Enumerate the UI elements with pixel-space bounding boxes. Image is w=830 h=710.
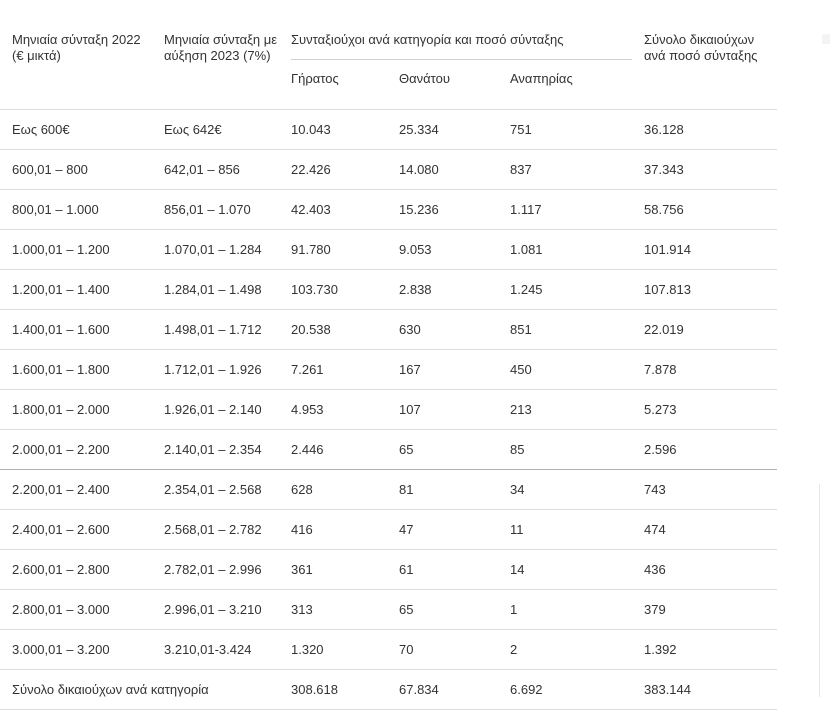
table-cell: 70 — [387, 630, 498, 670]
table-cell: 450 — [498, 350, 632, 390]
table-cell: 856,01 – 1.070 — [152, 190, 279, 230]
table-row — [0, 510, 777, 550]
table-cell: Εως 642€ — [152, 110, 279, 150]
table-cell: 2.446 — [279, 430, 387, 470]
header-pension-2023: Μηνιαία σύνταξη με αύξηση 2023 (7%) — [164, 32, 278, 63]
table-cell: 107 — [387, 390, 498, 430]
table-cell: 42.403 — [279, 190, 387, 230]
table-cell: 2.200,01 – 2.400 — [0, 470, 152, 510]
table-cell: 2.140,01 – 2.354 — [152, 430, 279, 470]
table-cell: 25.334 — [387, 110, 498, 150]
table-cell: 101.914 — [632, 230, 777, 270]
table-cell: 2.600,01 – 2.800 — [0, 550, 152, 590]
side-divider — [819, 484, 820, 697]
table-cell: 22.019 — [632, 310, 777, 350]
table-cell: 361 — [279, 550, 387, 590]
table-cell: 2.400,01 – 2.600 — [0, 510, 152, 550]
table-cell: 851 — [498, 310, 632, 350]
table-cell: 600,01 – 800 — [0, 150, 152, 190]
table-cell: 91.780 — [279, 230, 387, 270]
table-cell: 14.080 — [387, 150, 498, 190]
table-header — [0, 0, 777, 110]
table-cell: 58.756 — [632, 190, 777, 230]
table-cell: 2.800,01 – 3.000 — [0, 590, 152, 630]
table-body — [0, 110, 777, 710]
table-cell: 10.043 — [279, 110, 387, 150]
table-cell: 107.813 — [632, 270, 777, 310]
table-cell: 436 — [632, 550, 777, 590]
table-row — [0, 390, 777, 430]
table-cell: 14 — [498, 550, 632, 590]
total-cell: 308.618 — [279, 670, 387, 710]
header-death: Θανάτου — [399, 71, 450, 86]
table-cell: 20.538 — [279, 310, 387, 350]
header-group-pensioners — [279, 0, 632, 60]
table-cell: 1.392 — [632, 630, 777, 670]
table-cell: 2 — [498, 630, 632, 670]
total-cell: 6.692 — [498, 670, 632, 710]
table-cell: 65 — [387, 430, 498, 470]
table-row — [0, 430, 777, 470]
table-cell: 1.600,01 – 1.800 — [0, 350, 152, 390]
table-cell: 1.320 — [279, 630, 387, 670]
table-cell: 1 — [498, 590, 632, 630]
table-row — [0, 190, 777, 230]
table-cell: 379 — [632, 590, 777, 630]
header-disability: Αναπηρίας — [510, 71, 573, 86]
table-cell: 1.712,01 – 1.926 — [152, 350, 279, 390]
group-header-label: Συνταξιούχοι ανά κατηγορία και ποσό σύνταξης — [291, 32, 632, 60]
table-cell: 1.400,01 – 1.600 — [0, 310, 152, 350]
table-cell: 7.261 — [279, 350, 387, 390]
table-cell: 642,01 – 856 — [152, 150, 279, 190]
table-cell: 1.800,01 – 2.000 — [0, 390, 152, 430]
table-cell: 416 — [279, 510, 387, 550]
table-cell: 9.053 — [387, 230, 498, 270]
table-cell: 37.343 — [632, 150, 777, 190]
table-cell: 103.730 — [279, 270, 387, 310]
table-cell: 313 — [279, 590, 387, 630]
table-cell: 1.200,01 – 1.400 — [0, 270, 152, 310]
table-cell: 743 — [632, 470, 777, 510]
corner-decoration — [822, 34, 830, 44]
table-cell: 2.782,01 – 2.996 — [152, 550, 279, 590]
table-cell: 3.210,01-3.424 — [152, 630, 279, 670]
table-cell: 85 — [498, 430, 632, 470]
table-row — [0, 350, 777, 390]
table-row — [0, 310, 777, 350]
table-row — [0, 150, 777, 190]
table-cell: 213 — [498, 390, 632, 430]
table-cell: 22.426 — [279, 150, 387, 190]
table-cell: 2.596 — [632, 430, 777, 470]
table-cell: 837 — [498, 150, 632, 190]
header-total-beneficiaries: Σύνολο δικαιούχων ανά ποσό σύνταξης — [644, 32, 758, 63]
total-cell: 383.144 — [632, 670, 777, 710]
table-cell: 1.070,01 – 1.284 — [152, 230, 279, 270]
table-cell: 15.236 — [387, 190, 498, 230]
table-cell: 1.284,01 – 1.498 — [152, 270, 279, 310]
header-pension-2022: Μηνιαία σύνταξη 2022 (€ μικτά) — [12, 32, 141, 63]
table-cell: 5.273 — [632, 390, 777, 430]
table-cell: 4.953 — [279, 390, 387, 430]
table-cell: 751 — [498, 110, 632, 150]
table-cell: 61 — [387, 550, 498, 590]
table-cell: 628 — [279, 470, 387, 510]
table-cell: 11 — [498, 510, 632, 550]
table-cell: 1.498,01 – 1.712 — [152, 310, 279, 350]
table-cell: 36.128 — [632, 110, 777, 150]
table-cell: 34 — [498, 470, 632, 510]
table-cell: 1.000,01 – 1.200 — [0, 230, 152, 270]
table-cell: 630 — [387, 310, 498, 350]
total-cell: 67.834 — [387, 670, 498, 710]
table-cell: 474 — [632, 510, 777, 550]
table-cell: 65 — [387, 590, 498, 630]
table-row — [0, 270, 777, 310]
table-row — [0, 630, 777, 670]
table-row — [0, 590, 777, 630]
table-cell: 2.568,01 – 2.782 — [152, 510, 279, 550]
total-row — [0, 670, 777, 710]
table-cell: 47 — [387, 510, 498, 550]
header-old-age: Γήρατος — [291, 71, 339, 86]
table-cell: 3.000,01 – 3.200 — [0, 630, 152, 670]
table-cell: 167 — [387, 350, 498, 390]
table-row — [0, 470, 777, 510]
table-row — [0, 230, 777, 270]
total-label: Σύνολο δικαιούχων ανά κατηγορία — [0, 670, 279, 710]
table-cell: 2.354,01 – 2.568 — [152, 470, 279, 510]
table-cell: 1.117 — [498, 190, 632, 230]
table-cell: 7.878 — [632, 350, 777, 390]
table-cell: 2.996,01 – 3.210 — [152, 590, 279, 630]
table-row — [0, 110, 777, 150]
table-cell: 2.838 — [387, 270, 498, 310]
table-cell: 1.926,01 – 2.140 — [152, 390, 279, 430]
table-cell: 1.081 — [498, 230, 632, 270]
table-cell: 81 — [387, 470, 498, 510]
table-row — [0, 550, 777, 590]
table-cell: 800,01 – 1.000 — [0, 190, 152, 230]
table-cell: Εως 600€ — [0, 110, 152, 150]
table-cell: 1.245 — [498, 270, 632, 310]
table-cell: 2.000,01 – 2.200 — [0, 430, 152, 470]
